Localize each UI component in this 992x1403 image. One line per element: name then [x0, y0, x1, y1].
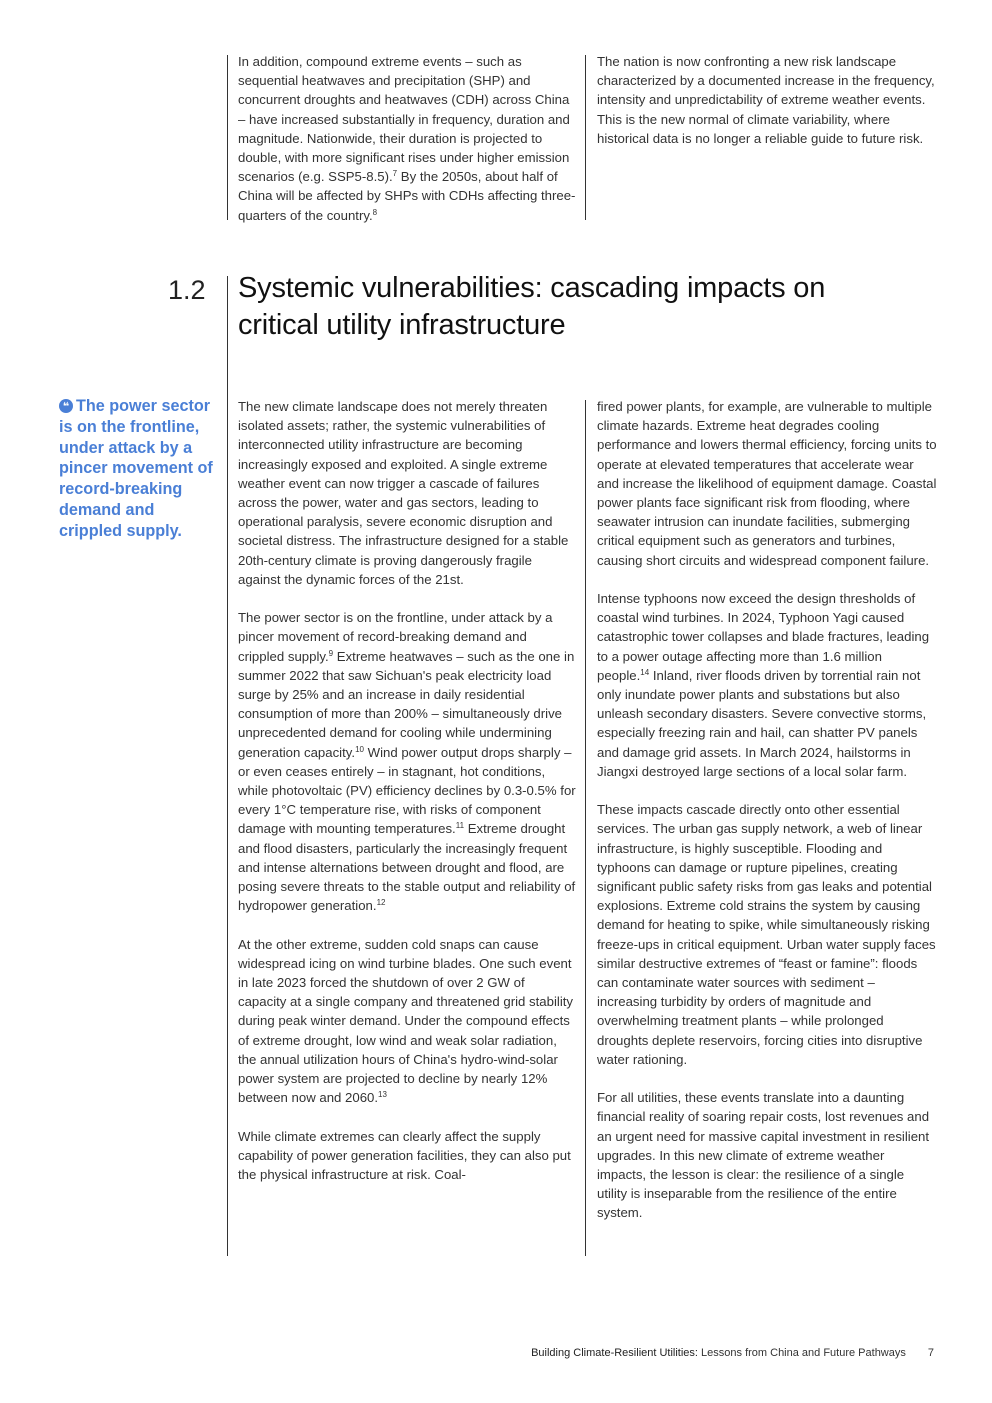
footnote-ref[interactable]: 8 [372, 207, 378, 217]
paragraph: These impacts cascade directly onto other essential services. The urban gas supply network, a web of linear infrastructure, is highly susceptible. Flooding and typhoons can damage or rupture pipelines, creating significant public safety risks from gas leaks and potential explosions. Extreme cold strains the system by causing demand for heating to spike, while simultaneously risking freeze-ups in critical equipment. Urban water supply faces similar destructive extremes of “feast or famine”: floods can contaminate water sources with sediment – increasing turbidity by orders of magnitude and overwhelming treatment plants – while prolonged droughts deplete reservoirs, forcing cities into disruptive water rationing. [597, 802, 936, 1067]
pull-quote-text: The power sector is on the frontline, under attack by a pincer movement of record-breaking demand and crippled supply. [59, 397, 213, 540]
footnote-ref[interactable]: 11 [455, 821, 465, 831]
paragraph: The power sector is on the frontline, under attack by a pincer movement of record-breaking demand and crippled supply.$^9$ Extreme heatwaves – such as the one in summer 2022 that saw Sichuan's peak electricity load surge by 25% and an increase in daily residential consumption of more than 200% – simultaneously drive unprecedented demand for cooling while undermining generation capacity.$^{10}$ Wind power output drops sharply – or even ceases entirely – in stagnant, hot conditions, while photovoltaic (PV) efficiency declines by 0.3-0.5% for every 1°C temperature rise, with risks of component damage with mounting temperatures.$^{11}$ Extreme drought and flood disasters, particularly the increasingly frequent and intense alternations between drought and flood, are posing severe threats to the stable output and reliability of hydropower generation.$^{12}$ [238, 610, 576, 914]
page-footer [531, 1347, 934, 1359]
section-rule [227, 276, 228, 1256]
main-right-column [597, 397, 937, 1223]
footnote-ref[interactable]: 14 [640, 667, 650, 677]
column-rule-main [585, 400, 586, 1256]
footer-title: Building Climate-Resilient Utilities: Lessons from China and Future Pathways [531, 1347, 906, 1359]
paragraph: fired power plants, for example, are vulnerable to multiple climate hazards. Extreme heat degrades cooling performance and lowers thermal efficiency, forcing units to operate at elevated temperatures that accelerate wear and increase the likelihood of equipment damage. Coastal power plants face significant risk from flooding, where seawater intrusion can inundate facilities, submerging critical equipment such as generators and turbines, causing short circuits and widespread component failure. [597, 399, 937, 568]
footnote-ref[interactable]: 13 [378, 1090, 387, 1100]
quote-icon: ❝ [59, 399, 73, 413]
footnote-ref[interactable]: 7 [392, 169, 398, 179]
section-title: Systemic vulnerabilities: cascading impacts on critical utility infrastructure [238, 272, 826, 341]
paragraph: For all utilities, these events translate into a daunting financial reality of soaring repair costs, lost revenues and an urgent need for massive capital investment in resilient upgrades. In this new climate of extreme weather impacts, the lesson is clear: the resilience of a single utility is inseparable from the resilience of the entire system. [597, 1090, 930, 1221]
paragraph: The new climate landscape does not merely threaten isolated assets; rather, the systemic vulnerabilities of interconnected utility infrastructure are becoming increasingly exposed and exploited. A single extreme weather event can now trigger a cascade of failures across the power, water and gas sectors, leading to operational paralysis, severe economic disruption and societal distress. The infrastructure designed for a stable 20th-century climate is proving dangerously fragile against the dynamic forces of the 21st. [238, 399, 569, 587]
pull-quote [59, 396, 214, 542]
column-rule-top-right [585, 55, 586, 220]
column-rule-top-left [227, 55, 228, 220]
top-left-column [238, 52, 576, 225]
footnote-ref[interactable]: 12 [376, 898, 386, 908]
paragraph: The nation is now confronting a new risk landscape characterized by a documented increase in the frequency, intensity and unpredictability of extreme weather events. This is the new normal of climate variability, where historical data is no longer a reliable guide to future risk. [597, 54, 935, 146]
paragraph: In addition, compound extreme events – such as sequential heatwaves and precipitation (SHP) and concurrent droughts and heatwaves (CDH) across China – have increased substantially in frequency, duration and magnitude. Nationwide, their duration is projected to double, with more significant rises under higher emission scenarios (e.g. SSP5-8.5).$^7$ By the 2050s, about half of China will be affected by SHPs with CDHs affecting three-quarters of the country.$^8$ [238, 54, 576, 223]
paragraph: While climate extremes can clearly affect the supply capability of power generation facilities, they can also put the physical infrastructure at risk. Coal- [238, 1128, 571, 1183]
footnote-ref[interactable]: 10 [355, 744, 364, 754]
section-number: 1.2 [168, 275, 206, 305]
top-right-column [597, 52, 937, 148]
main-left-column [238, 397, 576, 1184]
paragraph: Intense typhoons now exceed the design thresholds of coastal wind turbines. In 2024, Typhoon Yagi caused catastrophic tower collapses and blade fractures, leading to a power outage affecting more than 1.6 million people.$^{14}$ Inland, river floods driven by torrential rain not only inundate power plants and substations but also unleash secondary disasters. Severe convective storms, especially freezing rain and hail, can shatter PV panels and damage grid assets. In March 2024, hailstorms in Jiangxi destroyed large sections of a local solar farm. [597, 591, 930, 779]
page-number: 7 [927, 1347, 934, 1359]
paragraph: At the other extreme, sudden cold snaps can cause widespread icing on wind turbine blades. One such event in late 2023 forced the shutdown of over 2 GW of capacity at a single company and threatened grid stability during peak winter demand. Under the compound effects of extreme drought, low wind and weak solar radiation, the annual utilization hours of China's hydro-wind-solar power system are projected to decline by nearly 12% between now and 2060.13 [238, 936, 574, 1106]
footnote-ref[interactable]: 9 [328, 648, 334, 658]
